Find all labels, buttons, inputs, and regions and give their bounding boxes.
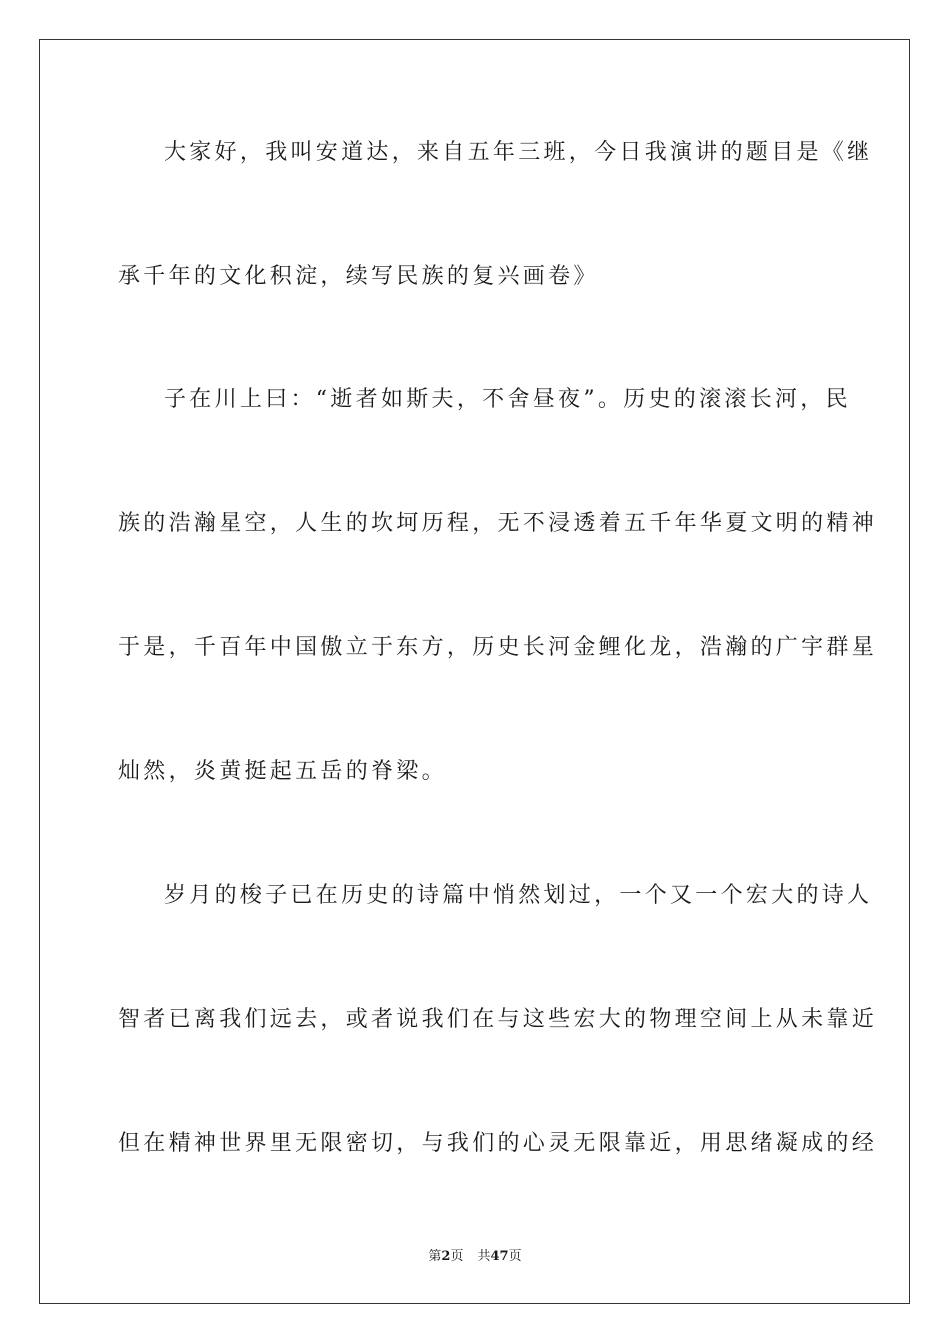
page-number: 2 — [441, 1249, 451, 1264]
paragraph-2-line-2: 族的浩瀚星空，人生的坎坷历程，无不浸透着五千年华夏文明的精神 — [118, 511, 878, 536]
page-footer — [0, 1248, 950, 1266]
paragraph-2-line-3: 于是，千百年中国傲立于东方，历史长河金鲤化龙，浩瀚的广宇群星 — [118, 635, 878, 660]
total-pages: 47 — [490, 1249, 509, 1264]
paragraph-1-line-2: 承千年的文化积淀，续写民族的复兴画卷》 — [118, 264, 599, 289]
page-border — [39, 39, 910, 1304]
total-prefix: 共 — [477, 1249, 491, 1264]
page-suffix: 页 — [450, 1249, 464, 1264]
paragraph-2-line-4: 灿然，炎黄挺起五岳的脊梁。 — [118, 759, 447, 784]
paragraph-3-line-3: 但在精神世界里无限密切，与我们的心灵无限靠近，用思绪凝成的经 — [118, 1131, 878, 1156]
page-prefix: 第 — [428, 1249, 442, 1264]
paragraph-3-line-1: 岁月的梭子已在历史的诗篇中悄然划过，一个又一个宏大的诗人 — [164, 883, 873, 908]
paragraph-3-line-2: 智者已离我们远去，或者说我们在与这些宏大的物理空间上从未靠近 — [118, 1007, 878, 1032]
paragraph-2-line-1: 子在川上曰：“逝者如斯夫，不舍昼夜”。历史的滚滚长河，民 — [164, 387, 851, 412]
paragraph-1-line-1: 大家好，我叫安道达，来自五年三班，今日我演讲的题目是《继 — [164, 140, 873, 165]
total-suffix: 页 — [508, 1249, 522, 1264]
